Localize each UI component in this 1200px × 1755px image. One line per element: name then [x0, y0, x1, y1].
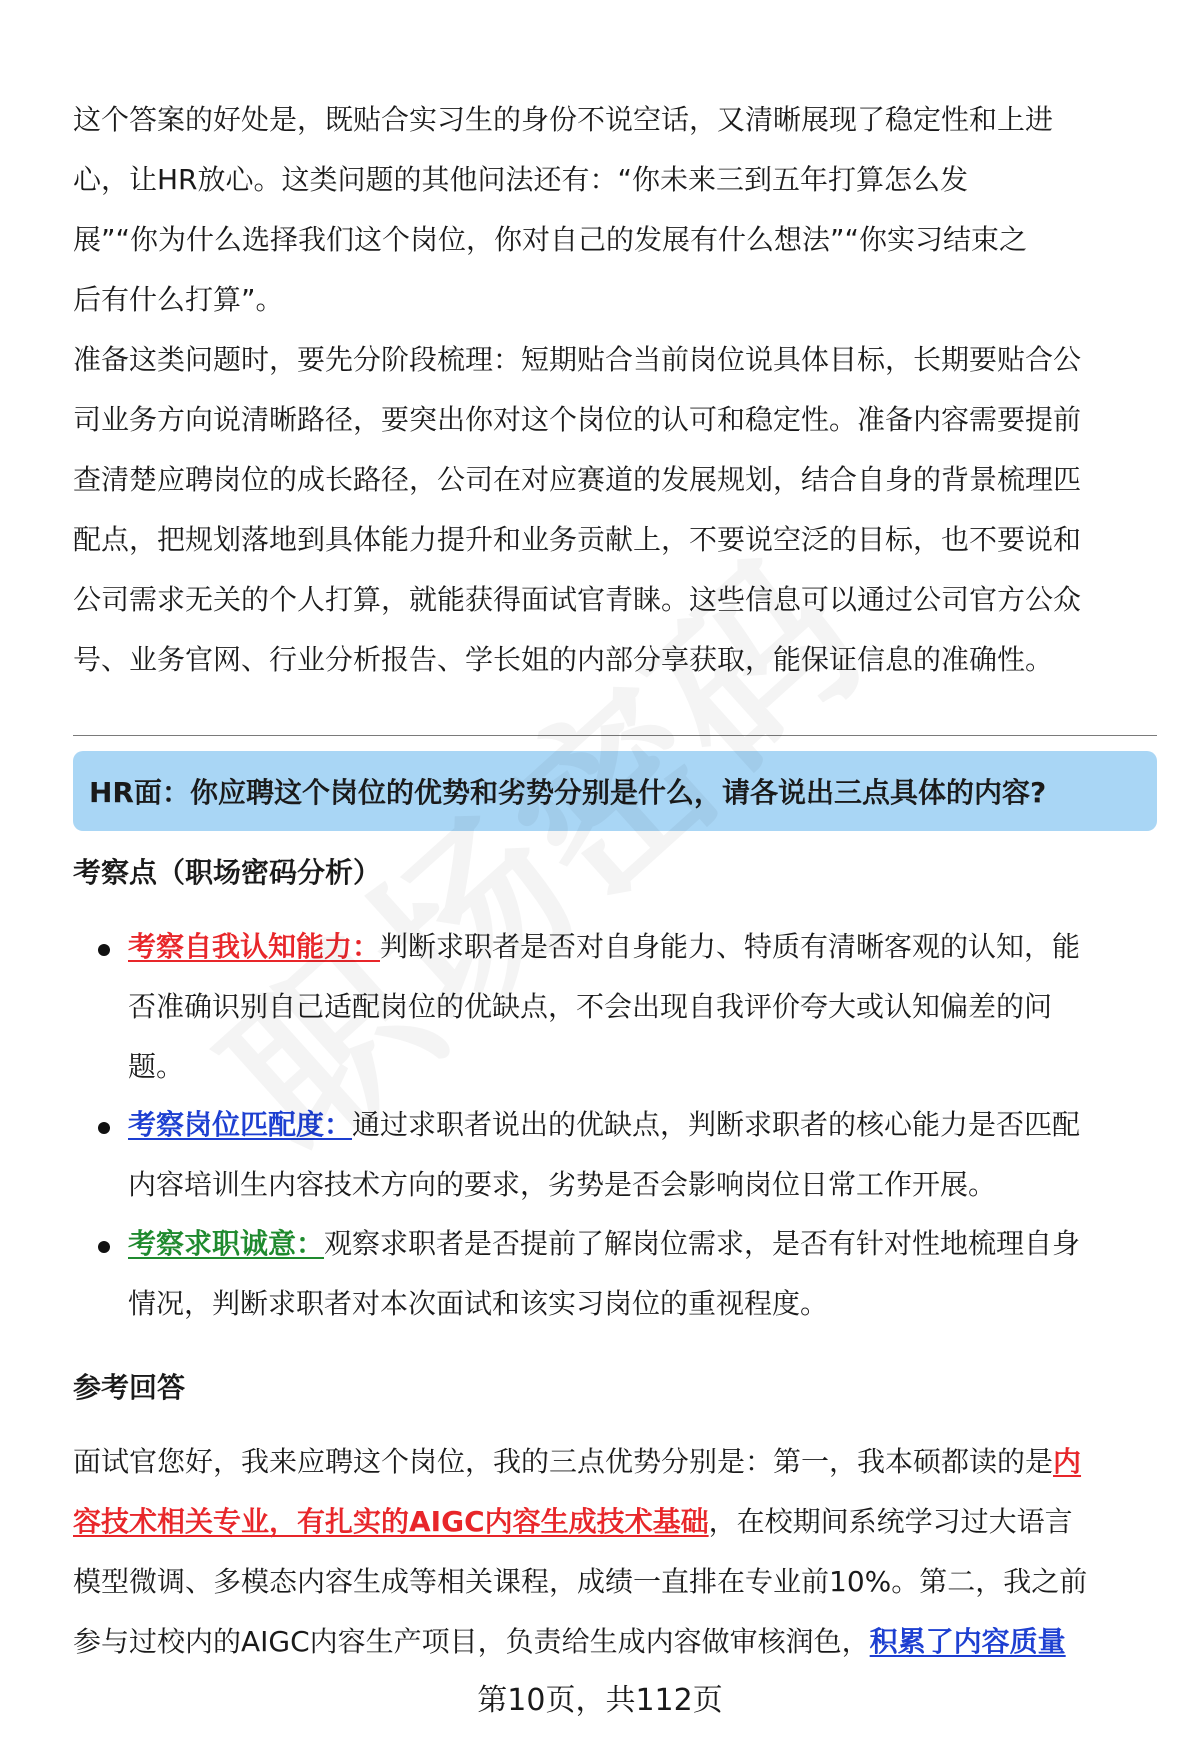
- answer-text: 面试官您好，我来应聘这个岗位，我的三点优势分别是：第一，我本硕都读的是: [73, 1445, 1054, 1478]
- answer-paragraph: [73, 1432, 1158, 1672]
- answer-text: 模型微调、多模态内容生成等相关课程，成绩一直排在专业前10%。第二，我之前: [73, 1565, 1088, 1598]
- bullet-dot-icon: [98, 1241, 110, 1253]
- prep-line: 准备这类问题时，要先分阶段梳理：短期贴合当前岗位说具体目标，长期要贴合公: [73, 343, 1082, 376]
- intro-line: 展”“你为什么选择我们这个岗位，你对自己的发展有什么想法”“你实习结束之: [73, 223, 1028, 256]
- bullet-keyword: 考察岗位匹配度：: [128, 1108, 353, 1141]
- intro-line: 这个答案的好处是，既贴合实习生的身份不说空话，又清晰展现了稳定性和上进: [73, 103, 1054, 136]
- intro-paragraph: [73, 90, 1158, 330]
- page-number-footer: 第10页，共112页: [477, 1683, 723, 1718]
- bullet-text: 内容培训生内容技术方向的要求，劣势是否会影响岗位日常工作开展。: [128, 1168, 997, 1201]
- prep-line: 配点，把规划落地到具体能力提升和业务贡献上，不要说空泛的目标，也不要说和: [73, 523, 1082, 556]
- bullet-text: 情况，判断求职者对本次面试和该实习岗位的重视程度。: [128, 1287, 829, 1320]
- bullet-dot-icon: [98, 1122, 110, 1134]
- answer-highlight: 内: [1053, 1445, 1082, 1478]
- prep-paragraph: [73, 330, 1158, 690]
- bullet-item-sincerity: [128, 1214, 1158, 1334]
- section-divider: [73, 735, 1157, 736]
- question-box: [73, 751, 1157, 831]
- bullet-text: 观察求职者是否提前了解岗位需求，是否有针对性地梳理自身: [324, 1227, 1081, 1260]
- bullet-text: 题。: [128, 1050, 185, 1083]
- bullet-dot-icon: [98, 944, 110, 956]
- bullet-text: 判断求职者是否对自身能力、特质有清晰客观的认知，能: [380, 930, 1081, 963]
- bullet-keyword: 考察求职诚意：: [128, 1227, 325, 1260]
- answer-heading: 参考回答: [73, 1371, 186, 1404]
- prep-line: 号、业务官网、行业分析报告、学长姐的内部分享获取，能保证信息的准确性。: [73, 643, 1054, 676]
- bullet-text: 通过求职者说出的优缺点，判断求职者的核心能力是否匹配: [352, 1108, 1081, 1141]
- answer-text: ，在校期间系统学习过大语言: [708, 1505, 1073, 1538]
- intro-line: 心，让HR放心。这类问题的其他问法还有：“你未来三到五年打算怎么发: [73, 163, 969, 196]
- prep-line: 公司需求无关的个人打算，就能获得面试官青睐。这些信息可以通过公司官方公众: [73, 583, 1082, 616]
- prep-line: 查清楚应聘岗位的成长路径，公司在对应赛道的发展规划，结合自身的背景梳理匹: [73, 463, 1082, 496]
- intro-line: 后有什么打算”。: [73, 283, 284, 316]
- answer-text: 参与过校内的AIGC内容生产项目，负责给生成内容做审核润色，: [73, 1625, 870, 1658]
- answer-highlight: 积累了内容质量: [869, 1625, 1066, 1658]
- prep-line: 司业务方向说清晰路径，要突出你对这个岗位的认可和稳定性。准备内容需要提前: [73, 403, 1082, 436]
- bullet-item-self-awareness: [128, 917, 1158, 1097]
- bullet-text: 否准确识别自己适配岗位的优缺点，不会出现自我评价夸大或认知偏差的问: [128, 990, 1053, 1023]
- question-text: HR面：你应聘这个岗位的优势和劣势分别是什么，请各说出三点具体的内容?: [89, 776, 1047, 809]
- bullet-item-job-fit: [128, 1095, 1158, 1215]
- exam-points-heading: 考察点（职场密码分析）: [73, 856, 382, 889]
- answer-highlight: 容技术相关专业，有扎实的AIGC内容生成技术基础: [73, 1505, 709, 1538]
- bullet-keyword: 考察自我认知能力：: [128, 930, 381, 963]
